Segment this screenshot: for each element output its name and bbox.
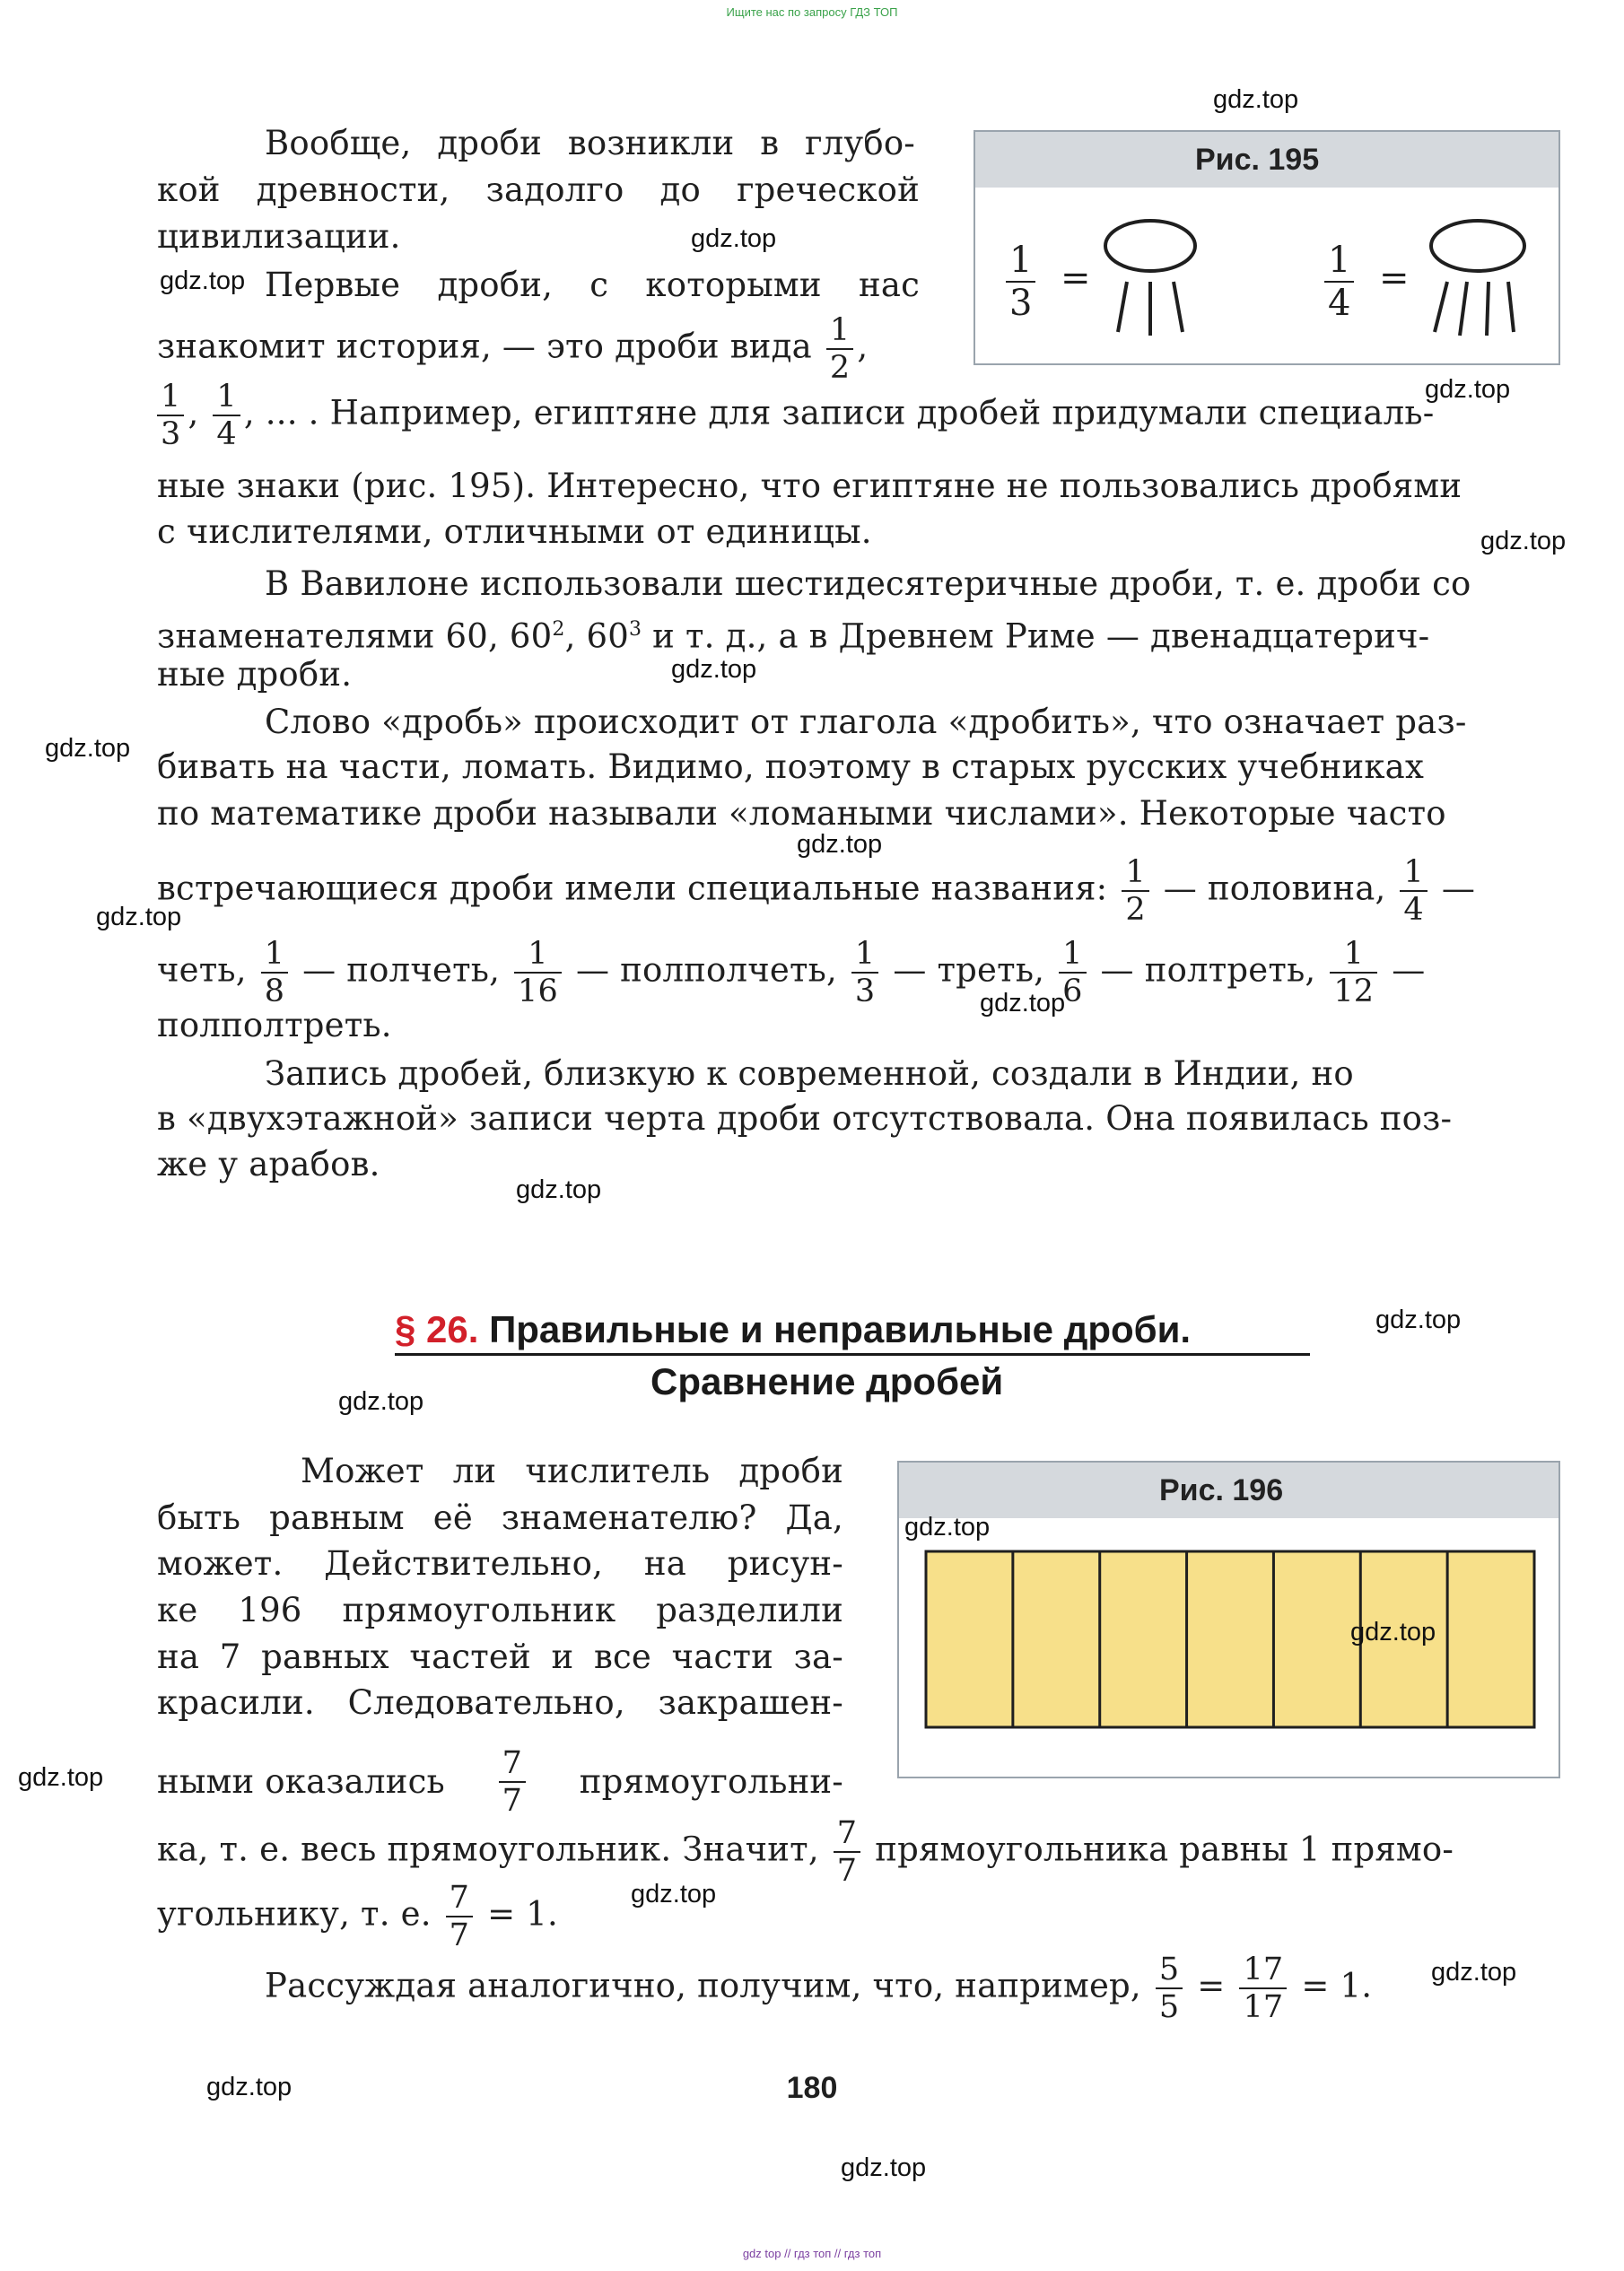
watermark: gdz.top xyxy=(631,1880,717,1909)
watermark: gdz.top xyxy=(516,1175,602,1204)
fraction: $\frac{5}{5}$ xyxy=(1156,1952,1183,2025)
figure-196 xyxy=(897,1461,1560,1778)
p3-line-5: четь, $\frac{1}{8}$ — полчеть, $\frac{1}{16}$ — полполчеть, $\frac{1}{3}$ — треть, $\frac{1}{6}$ — полтреть, $\frac{1}{12}$ — xyxy=(157,936,1426,1009)
p4-line-1: Запись дробей, близкую к современной, создали в Индии, но xyxy=(265,1054,1354,1093)
watermark: gdz.top xyxy=(338,1387,424,1416)
p3-line-6: полполтреть. xyxy=(157,1006,392,1044)
watermark: gdz.top xyxy=(96,903,182,931)
watermark: gdz.top xyxy=(160,266,246,295)
p3-line-3: по математике дроби называли «ломаными числами». Некоторые часто xyxy=(157,794,1446,833)
p2-line-1: В Вавилоне использовали шестидесятеричные дроби, т. е. дроби со xyxy=(265,564,1471,603)
p1-line-4: Первые дроби, с которыми нас xyxy=(265,266,920,304)
fraction: $\frac{1}{16}$ xyxy=(514,936,562,1009)
watermark: gdz.top xyxy=(1350,1618,1436,1646)
section-heading-line-1 xyxy=(395,1308,1310,1356)
equals-sign: = xyxy=(1061,258,1091,299)
p3-line-1: Слово «дробь» происходит от глагола «дробить», что означает раз- xyxy=(265,703,1467,741)
watermark: gdz.top xyxy=(841,2153,927,2182)
p5-line-9: угольнику, т. е. $\frac{7}{7}$ = 1. xyxy=(157,1880,558,1953)
fraction: $\frac{17}{17}$ xyxy=(1239,1952,1287,2025)
watermark: gdz.top xyxy=(45,734,131,763)
p1-line-7: ные знаки (рис. 195). Интересно, что египтяне не пользовались дробями xyxy=(157,467,1462,505)
fraction: $\frac{1}{4}$ xyxy=(213,379,240,452)
p5-line-2: быть равным её знаменателю? Да, xyxy=(157,1498,843,1537)
fraction: $\frac{1}{8}$ xyxy=(261,936,288,1009)
watermark: gdz.top xyxy=(1213,85,1299,114)
fraction: $\frac{1}{3}$ xyxy=(851,936,878,1009)
p5-line-6: красили. Следовательно, закрашен- xyxy=(157,1683,843,1722)
fraction-one-fourth: $\frac{1}{4}$ xyxy=(1324,240,1354,324)
rectangle-outline xyxy=(926,1551,1534,1727)
p1-line-6: $\frac{1}{3}$ , $\frac{1}{4}$ , ... . Например, египтяне для записи дробей придумали специаль- xyxy=(157,379,1434,452)
fraction: $\frac{1}{2}$ xyxy=(1122,854,1148,928)
p1-line-5: знакомит история, — это дроби вида $\frac{1}{2}$ , xyxy=(157,312,869,386)
p1-line-3: цивилизации. xyxy=(157,217,401,256)
fraction: $\frac{7}{7}$ xyxy=(499,1745,526,1819)
watermark: gdz.top xyxy=(797,830,883,859)
fraction-one-third: $\frac{1}{3}$ xyxy=(1006,240,1035,324)
divided-rectangle xyxy=(924,1550,1536,1729)
fraction: $\frac{7}{7}$ xyxy=(834,1815,860,1889)
watermark: gdz.top xyxy=(1375,1306,1462,1334)
figure-195-caption: Рис. 195 xyxy=(1195,143,1320,177)
fraction: $\frac{1}{3}$ xyxy=(157,379,184,452)
p5-line-4: ке 196 прямоугольник разделили xyxy=(157,1591,843,1629)
fraction: $\frac{7}{7}$ xyxy=(446,1880,473,1953)
p5-line-3: может. Действительно, на рисун- xyxy=(157,1544,843,1583)
p3-line-2: бивать на части, ломать. Видимо, поэтому в старых русских учебниках xyxy=(157,747,1425,786)
p4-line-3: же у арабов. xyxy=(157,1145,380,1184)
section-heading-line-2: Сравнение дробей xyxy=(650,1360,1004,1402)
watermark: gdz.top xyxy=(904,1513,991,1542)
fraction: $\frac{1}{2}$ xyxy=(826,312,853,386)
p1-line-2: кой древности, задолго до греческой xyxy=(157,170,920,209)
page-number: 180 xyxy=(786,2071,838,2105)
header-note: Ищите нас по запросу ГДЗ ТОП xyxy=(726,5,898,19)
fraction: $\frac{1}{6}$ xyxy=(1059,936,1086,1009)
figure-196-caption: Рис. 196 xyxy=(1159,1473,1284,1507)
p6-line-1: Рассуждая аналогично, получим, что, например, $\frac{5}{5}$ = $\frac{17}{17}$ = 1. xyxy=(265,1952,1373,2025)
section-number: § 26. xyxy=(395,1308,479,1350)
watermark: gdz.top xyxy=(1431,1958,1517,1987)
figure-195 xyxy=(974,130,1560,365)
watermark: gdz.top xyxy=(1480,527,1567,555)
watermark: gdz.top xyxy=(671,655,757,684)
p3-line-4: встречающиеся дроби имели специальные названия: $\frac{1}{2}$ — половина, $\frac{1}{4}$ — xyxy=(157,854,1476,928)
fraction: $\frac{1}{4}$ xyxy=(1400,854,1427,928)
p5-line-8: ка, т. е. весь прямоугольник. Значит, $\frac{7}{7}$ прямоугольника равны 1 прямо- xyxy=(157,1815,1454,1889)
egyptian-one-fourth-glyph xyxy=(1415,217,1541,352)
section-title: Правильные и неправильные дроби. xyxy=(489,1308,1192,1350)
footer-note: gdz top // гдз топ // гдз топ xyxy=(742,2247,882,2260)
watermark: gdz.top xyxy=(1425,375,1511,404)
p2-line-2: знаменателями 60, $60^2$, $60^3$ и т. д., а в Древнем Риме — двенадцатерич- xyxy=(157,616,1430,656)
fraction: $\frac{1}{12}$ xyxy=(1330,936,1377,1009)
p5-line-1: Может ли числитель дроби xyxy=(301,1452,843,1490)
p5-line-5: на 7 равных частей и все части за- xyxy=(157,1638,843,1676)
p5-line-7: ными оказались $\frac{7}{7}$ прямоугольни- xyxy=(157,1745,843,1819)
watermark: gdz.top xyxy=(691,224,777,253)
p4-line-2: в «двухэтажной» записи черта дроби отсутствовала. Она появилась поз- xyxy=(157,1099,1453,1138)
watermark: gdz.top xyxy=(980,989,1066,1018)
watermark: gdz.top xyxy=(206,2073,292,2101)
p1-line-8: с числителями, отличными от единицы. xyxy=(157,512,872,551)
watermark: gdz.top xyxy=(18,1763,104,1792)
egyptian-one-third-glyph xyxy=(1096,217,1204,352)
equals-sign: = xyxy=(1379,258,1410,299)
p2-line-3: ные дроби. xyxy=(157,655,353,694)
p1-line-1: Вообще, дроби возникли в глубо- xyxy=(265,124,915,162)
